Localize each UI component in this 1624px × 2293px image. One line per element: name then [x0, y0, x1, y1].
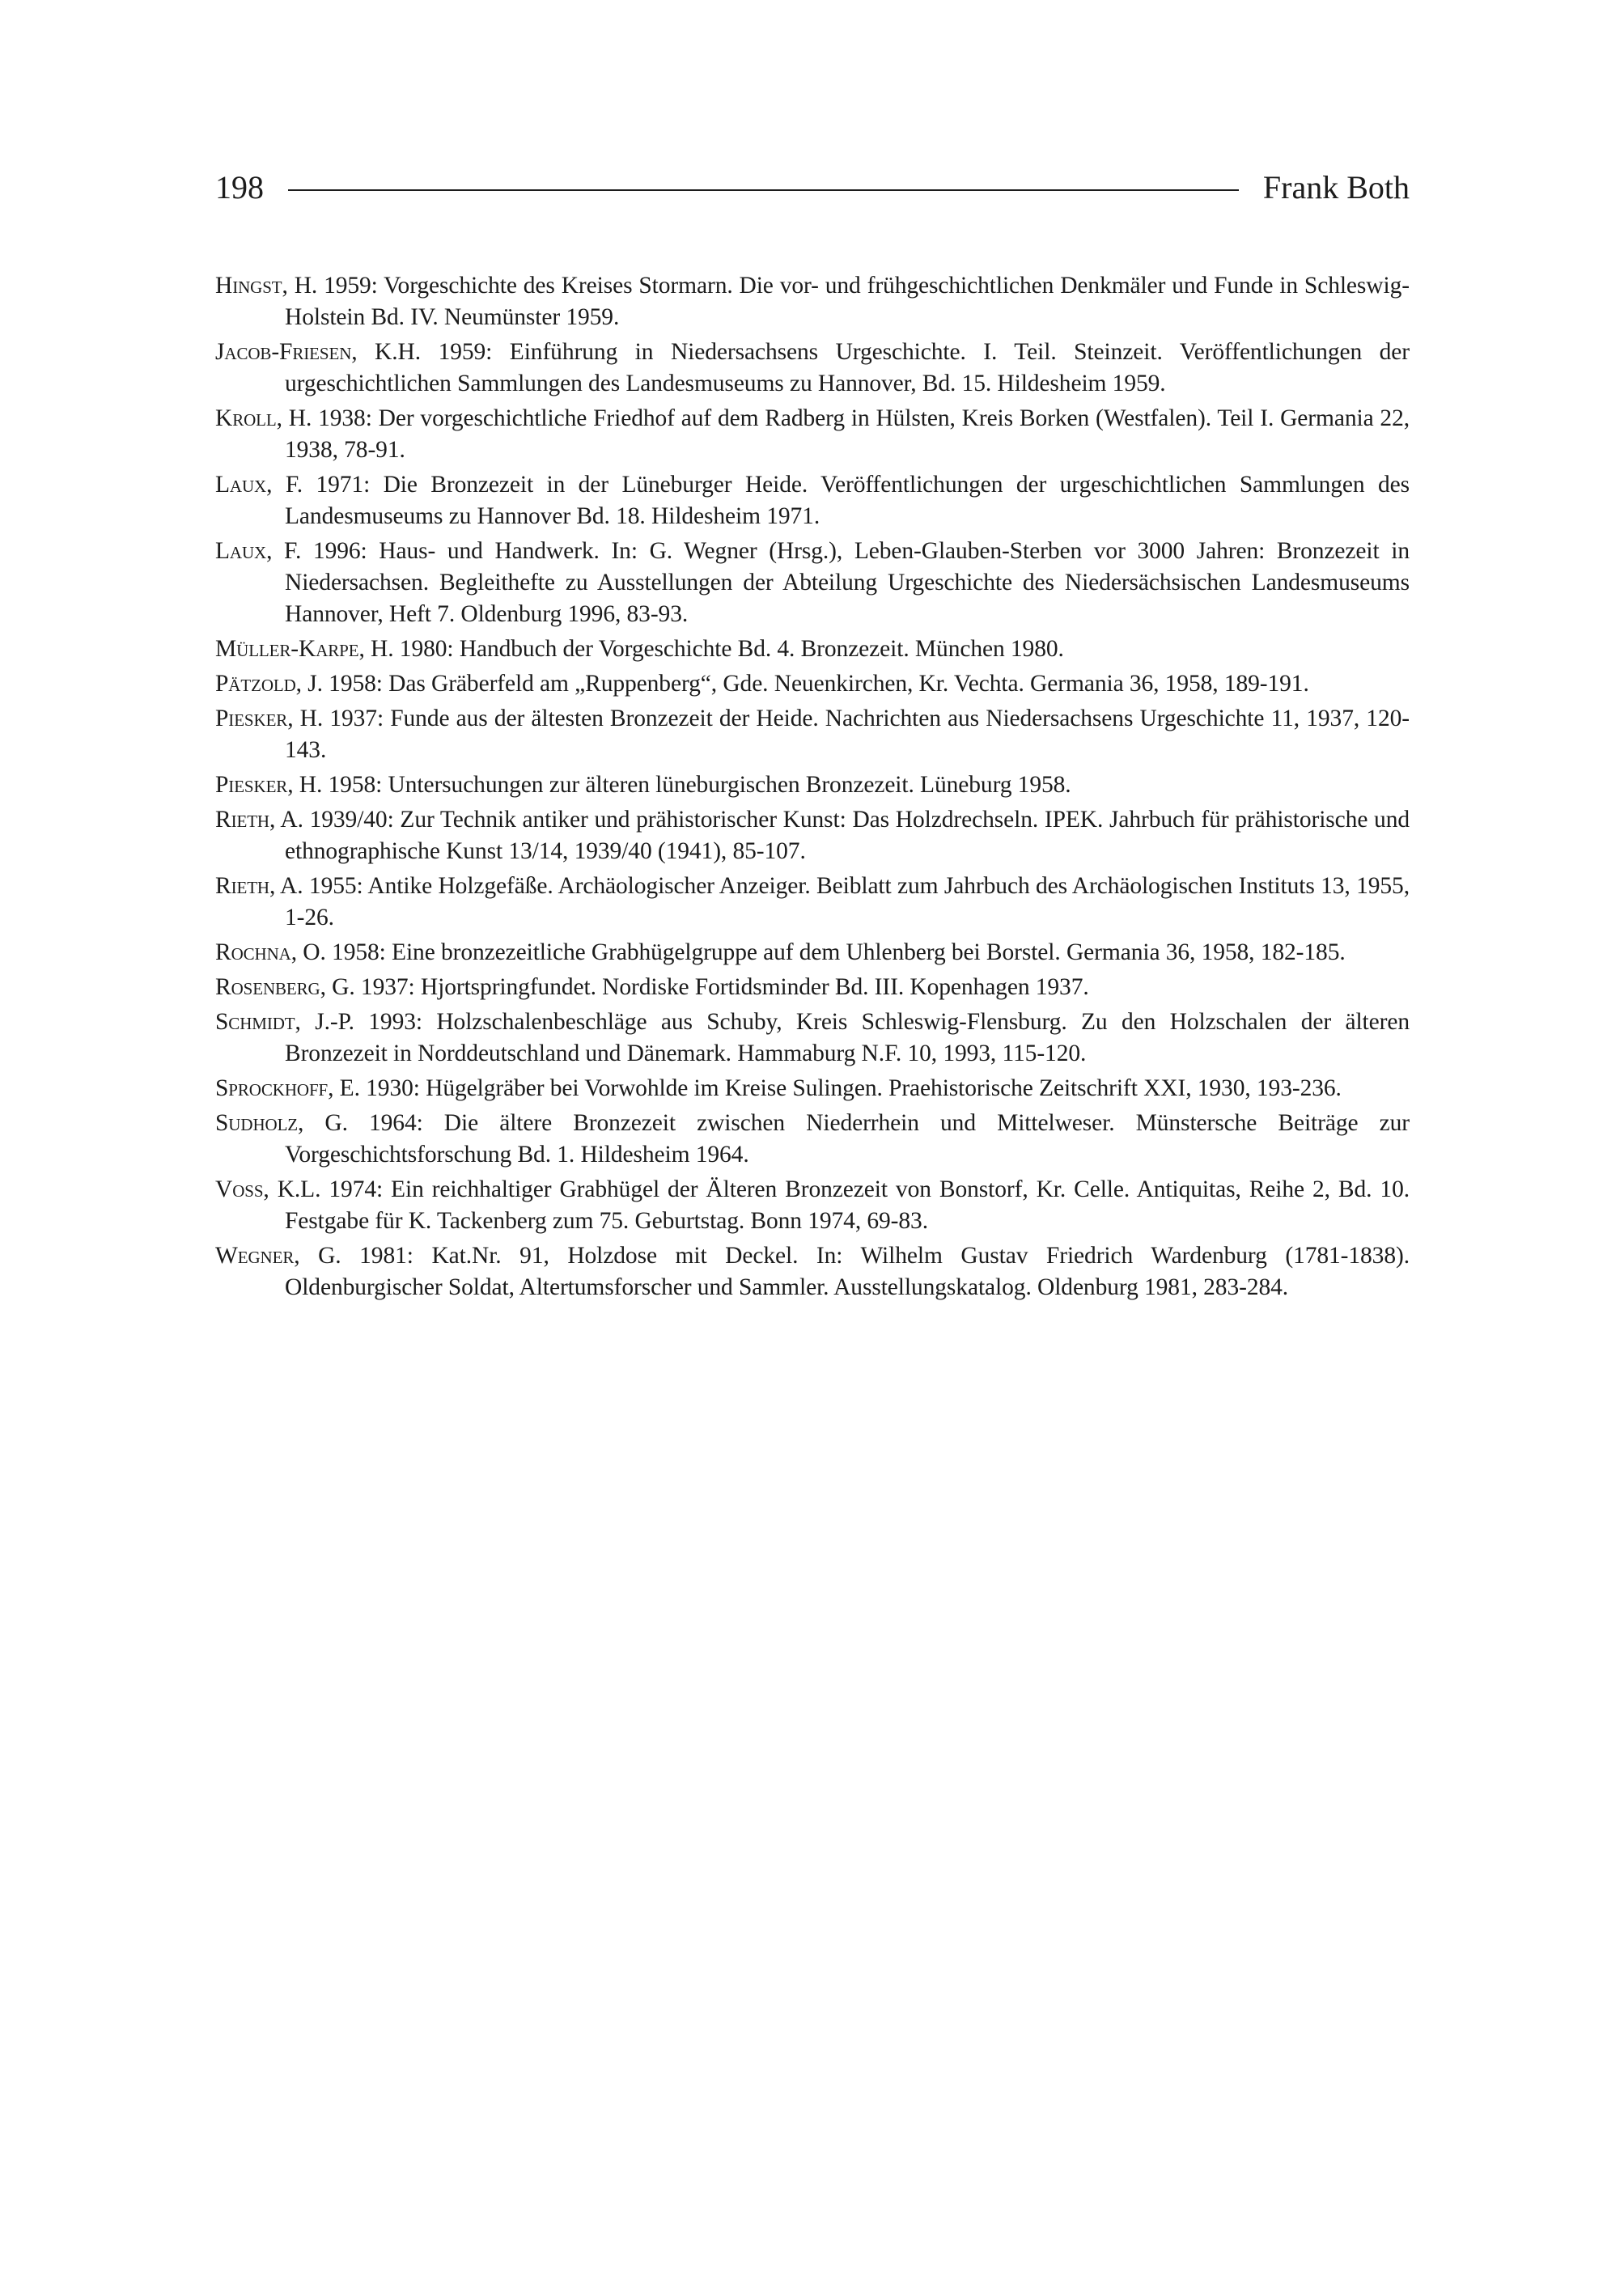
reference-entry [215, 703, 1410, 766]
reference-author: Sprockhoff, E. [215, 1075, 360, 1101]
reference-entry [215, 403, 1410, 466]
reference-text: 1958: Untersuchungen zur älteren lüneburgischen Bronzezeit. Lüneburg 1958. [322, 772, 1071, 798]
reference-text: 1964: Die ältere Bronzezeit zwischen Niederrhein und Mittelweser. Münstersche Beiträge zur Vorgeschichtsforschung Bd. 1. Hildesheim 1964. [285, 1110, 1410, 1168]
reference-author: Laux, F. [215, 472, 303, 498]
reference-text: 1980: Handbuch der Vorgeschichte Bd. 4. Bronzezeit. München 1980. [393, 636, 1064, 662]
reference-list [215, 270, 1410, 1307]
reference-entry [215, 634, 1410, 665]
reference-author: Kroll, H. [215, 405, 312, 431]
reference-text: 1937: Funde aus der ältesten Bronzezeit der Heide. Nachrichten aus Niedersachsens Urgeschichte 11, 1937, 120-143. [285, 706, 1410, 763]
reference-text: 1939/40: Zur Technik antiker und prähistorischer Kunst: Das Holzdrechseln. IPEK. Jahrbuch für prähistorische und ethnographische Kunst 13/14, 1939/40 (1941), 85-107. [285, 807, 1410, 864]
reference-text: 1981: Kat.Nr. 91, Holzdose mit Deckel. In: Wilhelm Gustav Friedrich Wardenburg (1781-1838). Oldenburgischer Soldat, Altertumsforscher und Sammler. Ausstellungskatalog. Oldenburg 1981, 283-284. [285, 1243, 1410, 1300]
reference-text: 1996: Haus- und Handwerk. In: G. Wegner (Hrsg.), Leben-Glauben-Sterben vor 3000 Jahren: Bronzezeit in Niedersachsen. Begleithefte zu Ausstellungen der Abteilung Urgeschichte des Niedersächsischen Landesmuseums Hannover, Heft 7. Oldenburg 1996, 83-93. [285, 538, 1410, 627]
reference-author: Rosenberg, G. [215, 974, 355, 1000]
reference-entry [215, 1240, 1410, 1303]
reference-entry [215, 469, 1410, 532]
page-header [215, 163, 1410, 212]
reference-entry [215, 972, 1410, 1003]
reference-author: Hingst, H. [215, 273, 318, 299]
reference-entry [215, 804, 1410, 867]
reference-entry [215, 1073, 1410, 1104]
reference-entry [215, 1174, 1410, 1237]
reference-text: 1959: Einführung in Niedersachsens Urgeschichte. I. Teil. Steinzeit. Veröffentlichungen der urgeschichtlichen Sammlungen des Landesmuseums zu Hannover, Bd. 15. Hildesheim 1959. [285, 339, 1410, 396]
reference-text: 1955: Antike Holzgefäße. Archäologischer Anzeiger. Beiblatt zum Jahrbuch des Archäologischen Instituts 13, 1955, 1-26. [285, 873, 1410, 930]
reference-author: Schmidt, J.-P. [215, 1009, 354, 1035]
reference-text: 1974: Ein reichhaltiger Grabhügel der Älteren Bronzezeit von Bonstorf, Kr. Celle. Antiquitas, Reihe 2, Bd. 10. Festgabe für K. Tackenberg zum 75. Geburtstag. Bonn 1974, 69-83. [285, 1176, 1410, 1234]
reference-author: Piesker, H. [215, 706, 324, 731]
reference-entry [215, 871, 1410, 934]
reference-text: 1937: Hjortspringfundet. Nordiske Fortidsminder Bd. III. Kopenhagen 1937. [354, 974, 1089, 1000]
running-head: Frank Both [1262, 169, 1410, 206]
reference-author: Müller-Karpe, H. [215, 636, 394, 662]
reference-author: Rieth, A. [215, 807, 303, 833]
reference-text: 1993: Holzschalenbeschläge aus Schuby, Kreis Schleswig-Flensburg. Zu den Holzschalen der älteren Bronzezeit in Norddeutschland und Dänemark. Hammaburg N.F. 10, 1993, 115-120. [285, 1009, 1410, 1066]
reference-entry [215, 1108, 1410, 1171]
header-rule [288, 189, 1239, 191]
reference-entry [215, 1007, 1410, 1070]
reference-author: Laux, F. [215, 538, 302, 564]
reference-entry [215, 769, 1410, 801]
reference-author: Voss, K.L. [215, 1176, 321, 1202]
reference-text: 1930: Hügelgräber bei Vorwohlde im Kreise Sulingen. Praehistorische Zeitschrift XXI, 1930, 193-236. [359, 1075, 1342, 1101]
reference-text: 1958: Das Gräberfeld am „Ruppenberg“, Gde. Neuenkirchen, Kr. Vechta. Germania 36, 1958, 189-191. [322, 671, 1309, 697]
reference-author: Rieth, A. [215, 873, 303, 899]
reference-author: Rochna, O. [215, 939, 326, 965]
reference-entry [215, 337, 1410, 400]
page-number: 198 [215, 169, 264, 206]
reference-text: 1938: Der vorgeschichtliche Friedhof auf dem Radberg in Hülsten, Kreis Borken (Westfalen). Teil I. Germania 22, 1938, 78-91. [285, 405, 1410, 463]
reference-author: Sudholz, G. [215, 1110, 348, 1136]
reference-entry [215, 536, 1410, 630]
reference-author: Wegner, G. [215, 1243, 341, 1269]
reference-text: 1959: Vorgeschichte des Kreises Stormarn. Die vor- und frühgeschichtlichen Denkmäler und Funde in Schleswig-Holstein Bd. IV. Neumünster 1959. [285, 273, 1410, 330]
reference-author: Pätzold, J. [215, 671, 323, 697]
reference-entry [215, 937, 1410, 968]
reference-text: 1971: Die Bronzezeit in der Lüneburger Heide. Veröffentlichungen der urgeschichtlichen Sammlungen des Landesmuseums zu Hannover Bd. 18. Hildesheim 1971. [285, 472, 1410, 529]
reference-author: Jacob-Friesen, K.H. [215, 339, 422, 365]
reference-author: Piesker, H. [215, 772, 323, 798]
reference-entry [215, 668, 1410, 700]
reference-text: 1958: Eine bronzezeitliche Grabhügelgruppe auf dem Uhlenberg bei Borstel. Germania 36, 1958, 182-185. [325, 939, 1346, 965]
reference-entry [215, 270, 1410, 333]
